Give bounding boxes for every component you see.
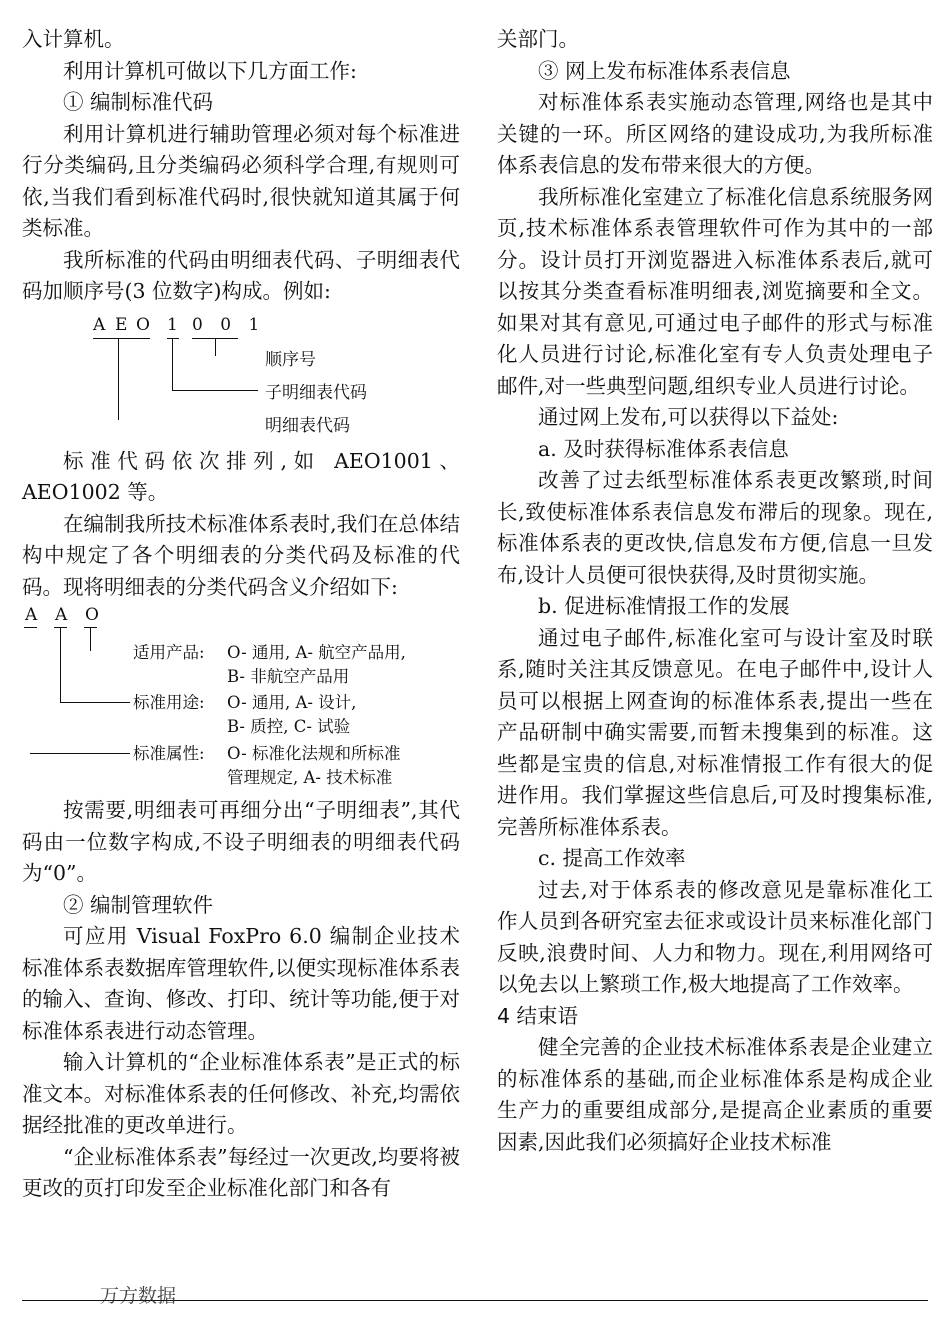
row-product-line2: B- 非航空产品用 xyxy=(227,667,350,686)
classification-code-diagram xyxy=(22,605,460,795)
paragraph: 改善了过去纸型标准体系表更改繁琐,时间长,致使标准体系表信息发布滞后的现象。现在,标准体系表的更改快,信息发布方便,信息一旦发布,设计人员便可很快获得,及时贯彻实施。 xyxy=(497,468,933,587)
subsection-heading: b. 促进标准情报工作的发展 xyxy=(538,594,790,618)
paragraph: 入计算机。 xyxy=(22,27,125,51)
row-attribute-line1: O- 标准化法规和所标准 xyxy=(227,744,401,763)
paragraph: 标准代码依次排列,如 AEO1001、AEO1002 等。 xyxy=(22,448,460,504)
paragraph: 利用计算机可做以下几方面工作: xyxy=(63,58,357,83)
paragraph: 可应用 Visual FoxPro 6.0 编制企业技术标准体系表数据库管理软件,以便实现标准体系表的输入、查询、修改、打印、统计等功能,便于对标准体系表进行动态管理。 xyxy=(22,924,460,1043)
watermark: 万方数据 xyxy=(100,1285,177,1307)
row-title-purpose: 标准用途: xyxy=(133,693,205,712)
row-title-attribute: 标准属性: xyxy=(133,744,205,763)
class-code-letter-1: A xyxy=(25,605,44,625)
code-letter-o: O xyxy=(136,314,156,335)
label-sub-table-code: 子明细表代码 xyxy=(265,382,367,403)
row-purpose-line2: B- 质控, C- 试验 xyxy=(227,717,351,736)
section-heading: ① 编制标准代码 xyxy=(63,90,214,114)
subsection-heading: c. 提高工作效率 xyxy=(538,846,686,870)
connector-sequence xyxy=(215,338,216,356)
connector-sub-code xyxy=(172,338,173,390)
left-column xyxy=(22,24,460,1205)
paragraph: 健全完善的企业技术标准体系表是企业建立的标准体系的基础,而企业标准体系是构成企业生产力的重要组成部分,是提高企业素质的重要因素,因此我们必须搞好企业技术标准 xyxy=(497,1035,933,1154)
section-heading: ② 编制管理软件 xyxy=(63,892,214,917)
connector-main-code xyxy=(118,338,119,420)
subsection-heading: a. 及时获得标准体系表信息 xyxy=(538,436,789,461)
row-purpose-line1: O- 通用, A- 设计, xyxy=(227,693,357,712)
section-heading-conclusion: 4 结束语 xyxy=(497,1003,579,1028)
paragraph: “企业标准体系表”每经过一次更改,均要将被更改的页打印发至企业标准化部门和各有 xyxy=(22,1144,460,1200)
paragraph: 通过电子邮件,标准化室可与设计室及时联系,随时关注其反馈意见。在电子邮件中,设计人员可以根据上网查询的标准体系表,提出一些在产品研制中确实需要,而暂未搜集到的标准。这些都是宝贵的信息,对标准情报工作有很大的促进作用。我们掌握这些信息后,可及时搜集标准,完善所标准体系表。 xyxy=(497,625,933,839)
connector-attribute-h xyxy=(30,753,130,754)
code-sequence: 0 0 1 xyxy=(192,314,266,335)
paragraph: 输入计算机的“企业标准体系表”是正式的标准文本。对标准体系表的任何修改、补充,均需依据经批准的更改单进行。 xyxy=(22,1050,460,1137)
paragraph: 过去,对于体系表的修改意见是靠标准化工作人员到各研究室去征求或设计员来标准化部门反映,浪费时间、人力和物力。现在,利用网络可以免去以上繁琐工作,极大地提高了工作效率。 xyxy=(497,877,933,996)
paragraph: 在编制我所技术标准体系表时,我们在总体结构中规定了各个明细表的分类代码及标准的代码。现将明细表的分类代码含义介绍如下: xyxy=(22,511,460,599)
connector-product xyxy=(90,627,91,651)
underline-main-code xyxy=(93,338,150,339)
label-table-code: 明细表代码 xyxy=(265,415,350,436)
row-title-product: 适用产品: xyxy=(133,643,205,662)
class-code-letter-3: O xyxy=(85,605,105,625)
paragraph: 通过网上发布,可以获得以下益处: xyxy=(538,405,839,429)
paragraph: 按需要,明细表可再细分出“子明细表”,其代码由一位数字构成,不设子明细表的明细表代码为“0”。 xyxy=(22,798,460,885)
paragraph: 我所标准化室建立了标准化信息系统服务网页,技术标准体系表管理软件可作为其中的一部分。设计员打开浏览器进入标准体系表后,就可以按其分类查看标准明细表,浏览摘要和全文。如果对其有意见,可通过电子邮件的形式与标准化人员进行讨论,标准化室有专人负责处理电子邮件,对一些典型问题,组织专业人员进行讨论。 xyxy=(497,184,933,398)
underline-sub-code xyxy=(167,338,179,339)
paragraph: 我所标准的代码由明细表代码、子明细表代码加顺序号(3 位数字)构成。例如: xyxy=(22,247,460,303)
paragraph: 关部门。 xyxy=(497,27,579,51)
row-attribute-line2: 管理规定, A- 技术标准 xyxy=(227,768,393,787)
code-letter-a: A xyxy=(93,314,112,335)
code-digit-1: 1 xyxy=(167,314,184,335)
class-code-letter-2: A xyxy=(55,605,74,625)
paragraph: 对标准体系表实施动态管理,网络也是其中关键的一环。所区网络的建设成功,为我所标准体系表信息的发布带来很大的方便。 xyxy=(497,90,933,177)
connector-purpose-h xyxy=(60,702,130,703)
underline-class-1 xyxy=(24,627,37,628)
section-heading: ③ 网上发布标准体系表信息 xyxy=(538,58,791,83)
right-column xyxy=(497,24,933,1158)
connector-sub-code-h xyxy=(172,390,258,391)
code-structure-diagram xyxy=(22,308,460,446)
row-product-line1: O- 通用, A- 航空产品用, xyxy=(227,643,406,662)
code-letter-e: E xyxy=(115,314,134,335)
paragraph: 利用计算机进行辅助管理必须对每个标准进行分类编码,且分类编码必须科学合理,有规则可依,当我们看到标准代码时,很快就知道其属于何类标准。 xyxy=(22,121,460,240)
label-sequence-number: 顺序号 xyxy=(265,349,316,370)
connector-purpose xyxy=(60,627,61,702)
